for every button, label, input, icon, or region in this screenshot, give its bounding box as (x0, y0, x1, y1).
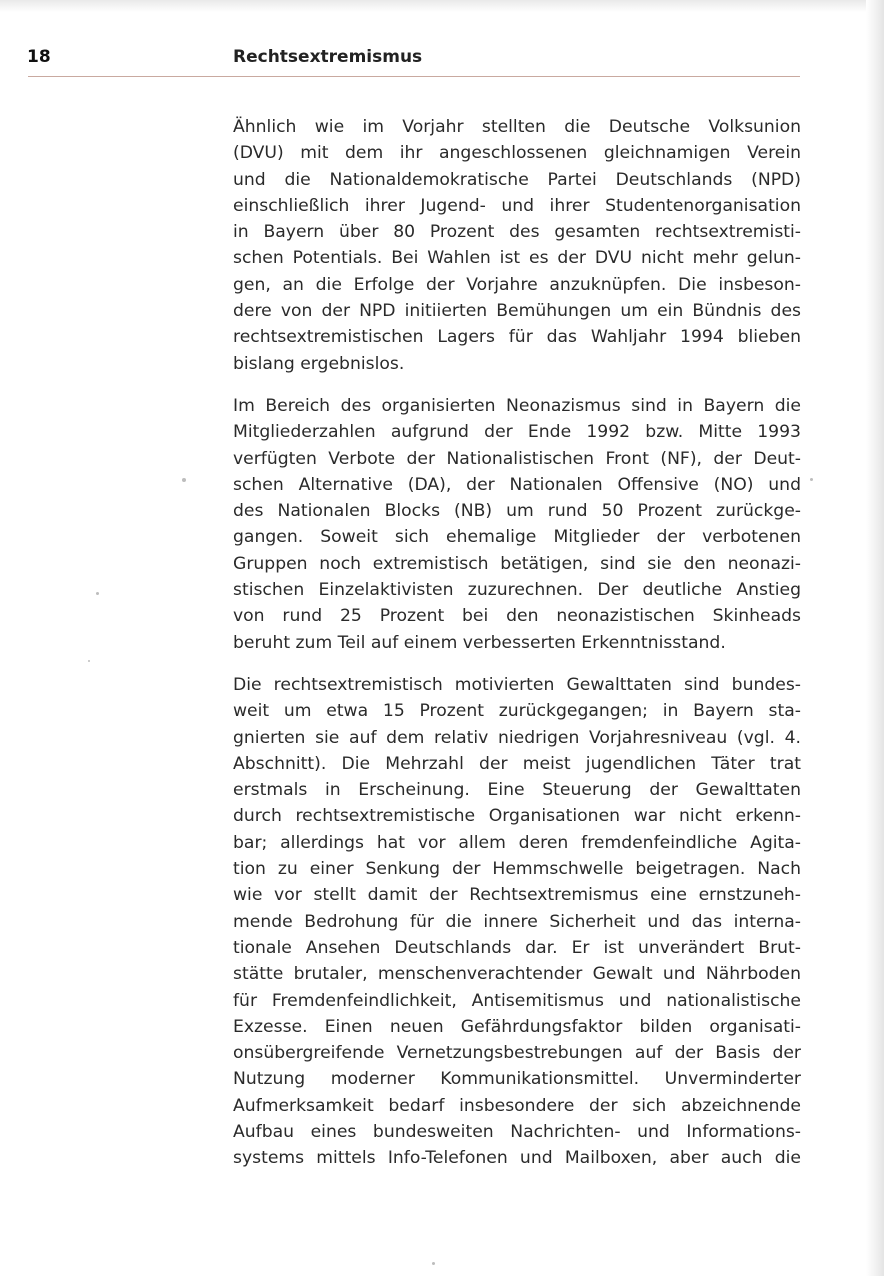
text-line: wie vor stellt damit der Rechtsextremismus eine ernstzuneh- (233, 885, 801, 906)
page-number: 18 (27, 47, 51, 67)
paragraph-neonazism (233, 393, 801, 656)
text-line: einschließlich ihrer Jugend- und ihrer Studentenorganisation (233, 195, 801, 216)
text-line: bar; allerdings hat vor allem deren fremdenfeindliche Agita- (233, 832, 801, 853)
text-line: systems mittels Info-Telefonen und Mailboxen, aber auch die (233, 1148, 801, 1169)
text-line: in Bayern über 80 Prozent des gesamten rechtsextremisti- (233, 222, 801, 243)
paragraph-violence (233, 672, 801, 1172)
scan-speck (182, 478, 186, 482)
header-rule (28, 76, 800, 77)
scan-speck (810, 478, 813, 481)
text-line: Nutzung moderner Kommunikationsmittel. Unverminderter (233, 1069, 801, 1090)
scan-shadow-right (866, 0, 884, 1276)
text-line: beruht zum Teil auf einem verbesserten Erkenntnisstand. (233, 632, 726, 653)
text-line: Aufbau eines bundesweiten Nachrichten- und Informations- (233, 1121, 801, 1142)
text-line: onsübergreifende Vernetzungsbestrebungen auf der Basis der (233, 1043, 801, 1064)
text-line: stischen Einzelaktivisten zuzurechnen. Der deutliche Anstieg (233, 580, 801, 601)
text-line: Gruppen noch extremistisch betätigen, sind sie den neonazi- (233, 553, 801, 574)
scan-speck (432, 1262, 435, 1265)
text-line: stätte brutaler, menschenverachtender Gewalt und Nährboden (233, 964, 801, 985)
text-line: Die rechtsextremistisch motivierten Gewalttaten sind bundes- (233, 674, 801, 695)
text-line: schen Potentials. Bei Wahlen ist es der DVU nicht mehr gelun- (233, 248, 801, 269)
text-line: (DVU) mit dem ihr angeschlossenen gleichnamigen Verein (233, 143, 801, 164)
text-line: weit um etwa 15 Prozent zurückgegangen; in Bayern sta- (233, 701, 801, 722)
text-line: dere von der NPD initiierten Bemühungen um ein Bündnis des (233, 301, 801, 322)
text-line: Abschnitt). Die Mehrzahl der meist jugendlichen Täter trat (233, 753, 801, 774)
text-line: Exzesse. Einen neuen Gefährdungsfaktor bilden organisati- (233, 1016, 801, 1037)
text-line: mende Bedrohung für die innere Sicherheit und das interna- (233, 911, 801, 932)
scan-speck (88, 660, 90, 662)
text-line: gnierten sie auf dem relativ niedrigen Vorjahresniveau (vgl. 4. (233, 727, 801, 748)
text-line: Im Bereich des organisierten Neonazismus sind in Bayern die (233, 395, 801, 416)
text-line: bislang ergebnislos. (233, 353, 405, 374)
text-line: für Fremdenfeindlichkeit, Antisemitismus und nationalistische (233, 990, 801, 1011)
text-line: tionale Ansehen Deutschlands dar. Er ist unverändert Brut- (233, 937, 801, 958)
text-line: tion zu einer Senkung der Hemmschwelle beigetragen. Nach (233, 859, 801, 880)
text-line: Ähnlich wie im Vorjahr stellten die Deutsche Volksunion (233, 117, 801, 137)
text-line: gen, an die Erfolge der Vorjahre anzuknüpfen. Die insbeson- (233, 274, 801, 295)
running-title: Rechtsextremismus (233, 47, 423, 67)
scan-speck (96, 592, 99, 595)
scan-shadow-top (0, 0, 884, 12)
text-line: des Nationalen Blocks (NB) um rund 50 Prozent zurückge- (233, 501, 801, 522)
text-line: gangen. Soweit sich ehemalige Mitglieder der verbotenen (233, 527, 801, 548)
body-text (233, 114, 801, 1188)
text-line: und die Nationaldemokratische Partei Deutschlands (NPD) (233, 169, 801, 190)
text-line: rechtsextremistischen Lagers für das Wahljahr 1994 blieben (233, 327, 801, 348)
paragraph-dvu-npd (233, 114, 801, 377)
text-line: von rund 25 Prozent bei den neonazistischen Skinheads (233, 606, 801, 627)
text-line: Mitgliederzahlen aufgrund der Ende 1992 bzw. Mitte 1993 (233, 422, 801, 443)
text-line: erstmals in Erscheinung. Eine Steuerung der Gewalttaten (233, 780, 801, 801)
text-line: durch rechtsextremistische Organisationen war nicht erkenn- (233, 806, 801, 827)
text-line: verfügten Verbote der Nationalistischen Front (NF), der Deut- (233, 448, 801, 469)
text-line: schen Alternative (DA), der Nationalen Offensive (NO) und (233, 474, 801, 495)
text-line: Aufmerksamkeit bedarf insbesondere der sich abzeichnende (233, 1095, 801, 1116)
